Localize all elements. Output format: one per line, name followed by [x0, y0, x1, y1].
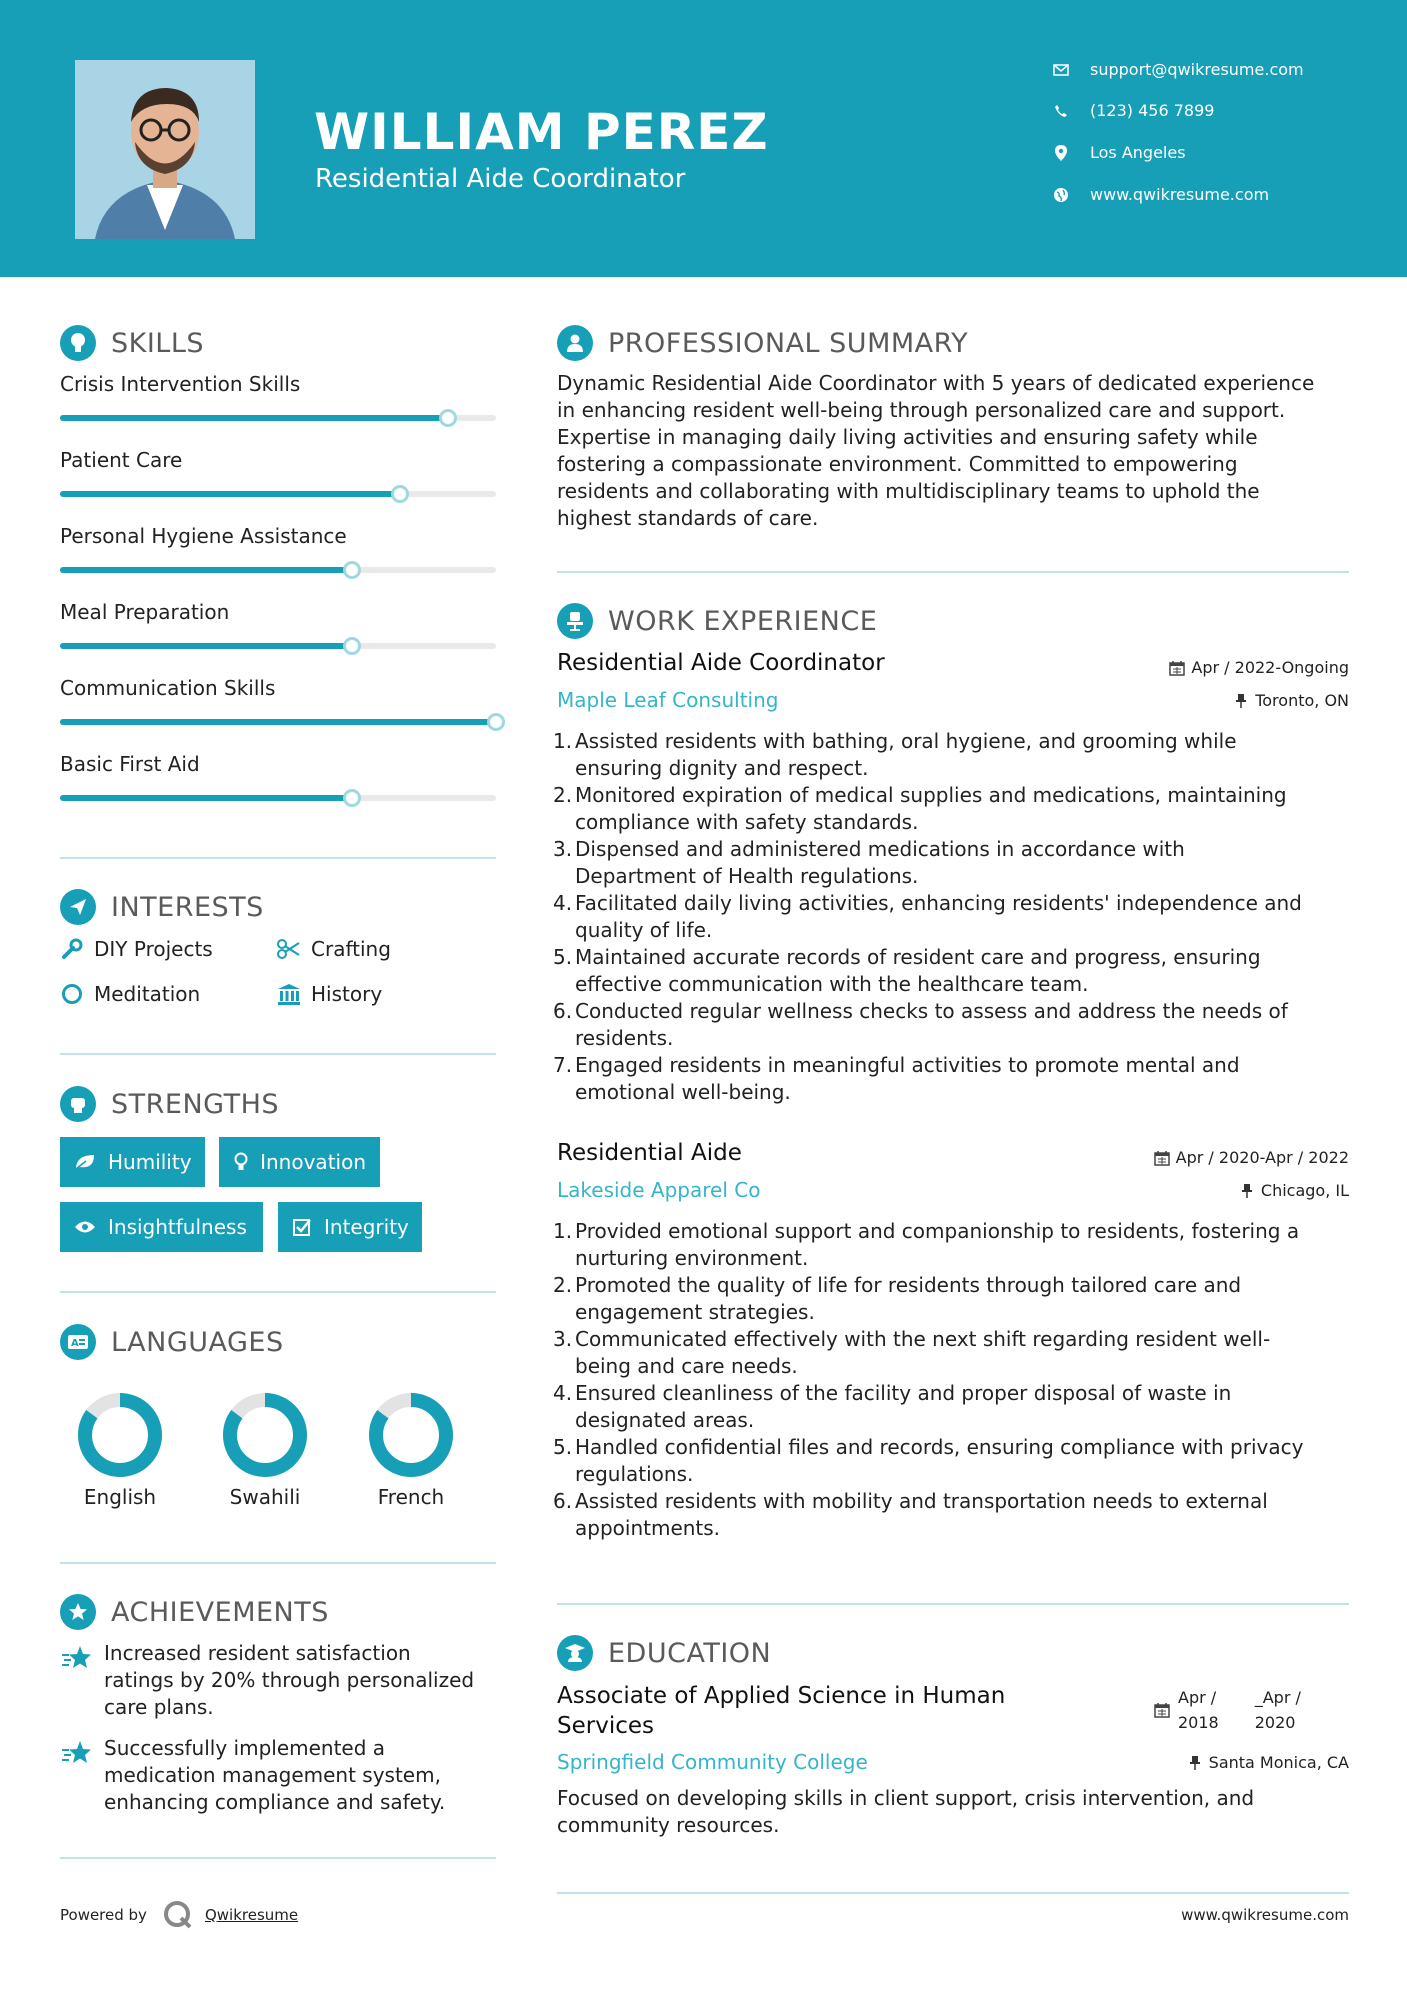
bullet-number: 2. — [553, 783, 573, 807]
calendar-icon — [1169, 660, 1185, 676]
education-description — [557, 1785, 1254, 1839]
strength-badge-innovation — [219, 1137, 380, 1187]
language-donut — [361, 1385, 461, 1485]
skill-bar — [60, 795, 496, 801]
skill-label: Meal Preparation — [60, 600, 230, 624]
phone-icon — [1052, 102, 1070, 120]
skill-bar — [60, 643, 496, 649]
date-start-line: Apr / — [1178, 1688, 1217, 1707]
bullet-text — [575, 1434, 1303, 1488]
divider — [60, 1857, 496, 1859]
interest-label: DIY Projects — [94, 937, 213, 961]
skill-label: Crisis Intervention Skills — [60, 372, 301, 396]
job-bullet — [553, 782, 1343, 836]
interest-history — [277, 982, 382, 1006]
skill-bar-fill — [60, 643, 352, 649]
divider — [557, 571, 1349, 573]
education-heading — [557, 1635, 771, 1671]
bullet-text-line: Assisted residents with mobility and transportation needs to external — [575, 1489, 1268, 1513]
bullet-text — [575, 1326, 1270, 1380]
museum-icon — [277, 982, 301, 1006]
job-location-text: Toronto, ON — [1255, 691, 1349, 710]
school-name[interactable]: Springfield Community College — [557, 1750, 868, 1774]
strength-badge-integrity — [278, 1202, 422, 1252]
contact-website-text: www.qwikresume.com — [1090, 185, 1270, 204]
footer-website[interactable]: www.qwikresume.com — [1181, 1906, 1349, 1924]
job-dates — [1154, 1148, 1349, 1167]
job-bullets — [553, 1218, 1343, 1542]
date-start-line: 2018 — [1178, 1713, 1219, 1732]
bullet-text — [575, 998, 1288, 1052]
bullet-text-line: nurturing environment. — [575, 1246, 809, 1270]
job-bullet — [553, 836, 1343, 890]
resume-header — [0, 0, 1407, 277]
summary-line: residents and collaborating with multidisciplinary teams to uphold the — [557, 479, 1260, 503]
pushpin-icon — [1187, 1755, 1203, 1771]
strengths-heading — [60, 1086, 279, 1122]
bullet-number: 4. — [553, 1381, 573, 1405]
bullet-text-line: being and care needs. — [575, 1354, 798, 1378]
bullet-text — [575, 1380, 1231, 1434]
bullet-text-line: residents. — [575, 1026, 674, 1050]
bullet-text-line: Ensured cleanliness of the facility and proper disposal of waste in — [575, 1381, 1232, 1405]
contact-phone-text: (123) 456 7899 — [1090, 101, 1215, 120]
calendar-icon — [1154, 1702, 1170, 1718]
skills-heading — [60, 325, 204, 361]
skill-bar — [60, 415, 496, 421]
strength-label: Insightfulness — [108, 1215, 247, 1239]
contact-website[interactable] — [1052, 185, 1269, 204]
divider — [60, 1291, 496, 1293]
skill-bar-knob — [439, 409, 457, 427]
skill-label: Basic First Aid — [60, 752, 200, 776]
bullet-text-line: Maintained accurate records of resident care and progress, ensuring — [575, 945, 1261, 969]
summary-line: Expertise in managing daily living activities and ensuring safety while — [557, 425, 1258, 449]
interest-label: Crafting — [311, 937, 391, 961]
bullet-text-line: Communicated effectively with the next shift regarding resident well- — [575, 1327, 1271, 1351]
bullet-text-line: Facilitated daily living activities, enhancing residents' independence and — [575, 891, 1302, 915]
globe-icon — [1052, 186, 1070, 204]
achievement-text-line: enhancing compliance and safety. — [104, 1790, 446, 1814]
skill-bar-fill — [60, 491, 400, 497]
skill-bar — [60, 491, 496, 497]
brand-link[interactable]: Qwikresume — [204, 1906, 299, 1924]
job-title: Residential Aide — [557, 1140, 742, 1166]
footer-powered-by — [60, 1898, 298, 1932]
contact-location — [1052, 143, 1186, 162]
bullet-text — [575, 890, 1302, 944]
interest-diy-projects — [60, 937, 213, 961]
bullet-text-line: Provided emotional support and companionship to residents, fostering a — [575, 1219, 1300, 1243]
language-label: French — [377, 1485, 445, 1509]
interest-meditation — [60, 982, 200, 1006]
summary-line: highest standards of care. — [557, 506, 819, 530]
contact-phone[interactable] — [1052, 101, 1214, 120]
bullet-text-line: effective communication with the healthcare team. — [575, 972, 1089, 996]
bullet-text — [575, 1488, 1268, 1542]
eye-icon — [74, 1216, 96, 1238]
education-dates — [1154, 1685, 1301, 1735]
language-label: Swahili — [229, 1485, 301, 1509]
interest-label: History — [311, 982, 383, 1006]
strength-badge-humility — [60, 1137, 205, 1187]
skill-bar-knob — [343, 561, 361, 579]
job-bullet — [553, 998, 1343, 1052]
wrench-icon — [60, 937, 84, 961]
pushpin-icon — [1239, 1183, 1255, 1199]
languages-title: LANGUAGES — [111, 1326, 284, 1358]
bullet-number: 3. — [553, 1327, 573, 1351]
achievement-text-line: ratings by 20% through personalized — [104, 1668, 475, 1692]
degree-line: Services — [557, 1713, 654, 1739]
contact-location-text: Los Angeles — [1090, 143, 1186, 162]
candidate-name: WILLIAM PEREZ — [314, 103, 769, 161]
achievement-text-line: care plans. — [104, 1695, 214, 1719]
strengths-title: STRENGTHS — [111, 1088, 280, 1120]
divider — [557, 1603, 1349, 1605]
star-icon — [60, 1642, 94, 1676]
pushpin-icon — [1233, 693, 1249, 709]
svg-text:A: A — [71, 1338, 80, 1349]
languages-heading — [60, 1324, 284, 1360]
language-label: English — [83, 1485, 157, 1509]
company-name[interactable]: Lakeside Apparel Co — [557, 1178, 761, 1202]
skill-bar-fill — [60, 719, 496, 725]
summary-heading — [557, 325, 968, 361]
language-item — [215, 1385, 315, 1509]
skill-bar — [60, 719, 496, 725]
bullet-text — [575, 1052, 1240, 1106]
achievement-item — [60, 1735, 500, 1816]
bullet-text-line: Promoted the quality of life for residents through tailored care and — [575, 1273, 1242, 1297]
strength-label: Innovation — [260, 1150, 366, 1174]
degree-line: Associate of Applied Science in Human — [557, 1683, 1006, 1709]
job-location — [1233, 691, 1349, 710]
check-square-icon — [292, 1216, 312, 1238]
education-location-text: Santa Monica, CA — [1208, 1753, 1349, 1772]
achievements-title: ACHIEVEMENTS — [111, 1596, 329, 1628]
bullet-text-line: compliance with safety standards. — [575, 810, 919, 834]
star-icon — [60, 1737, 94, 1771]
bullet-number: 7. — [553, 1053, 573, 1077]
job-bullet — [553, 1272, 1343, 1326]
powered-by-text: Powered by — [60, 1906, 147, 1924]
skills-title: SKILLS — [111, 327, 205, 359]
bullet-text — [575, 1272, 1241, 1326]
bullet-number: 5. — [553, 1435, 573, 1459]
bullet-text-line: Department of Health regulations. — [575, 864, 919, 888]
achievement-text-line: medication management system, — [104, 1763, 441, 1787]
language-donut — [70, 1385, 170, 1485]
interest-crafting — [277, 937, 391, 961]
achievement-text-line: Successfully implemented a — [104, 1736, 386, 1760]
job-dates — [1169, 658, 1349, 677]
job-dates-text: Apr / 2020-Apr / 2022 — [1175, 1148, 1349, 1167]
bullet-text-line: appointments. — [575, 1516, 721, 1540]
language-donut — [215, 1385, 315, 1485]
divider — [60, 1053, 496, 1055]
lightbulb-icon — [60, 325, 96, 361]
job-bullet — [553, 944, 1343, 998]
user-icon — [557, 325, 593, 361]
bullet-number: 6. — [553, 999, 573, 1023]
achievement-item — [60, 1640, 500, 1721]
summary-text — [557, 370, 1349, 532]
contact-email-text: support@qwikresume.com — [1090, 60, 1304, 79]
bullet-text-line: quality of life. — [575, 918, 713, 942]
language-icon — [60, 1324, 96, 1360]
skill-bar-knob — [343, 637, 361, 655]
summary-title: PROFESSIONAL SUMMARY — [608, 327, 969, 359]
education-description-line: community resources. — [557, 1813, 780, 1837]
bullet-text — [575, 1218, 1299, 1272]
bullet-text-line: Assisted residents with bathing, oral hygiene, and grooming while — [575, 729, 1237, 753]
experience-title: WORK EXPERIENCE — [608, 605, 878, 637]
bullet-text-line: engagement strategies. — [575, 1300, 815, 1324]
date-end-line: 2020 — [1254, 1713, 1296, 1732]
bullet-text — [575, 782, 1287, 836]
experience-heading — [557, 603, 877, 639]
envelope-icon — [1052, 61, 1070, 79]
education-location — [1187, 1753, 1349, 1772]
education-title: EDUCATION — [608, 1637, 772, 1669]
bullet-text-line: designated areas. — [575, 1408, 755, 1432]
summary-line: Dynamic Residential Aide Coordinator with 5 years of dedicated experience — [557, 371, 1315, 395]
circle-icon — [60, 982, 84, 1006]
bullet-number: 6. — [553, 1489, 573, 1513]
fist-icon — [60, 1086, 96, 1122]
bullet-text-line: Handled confidential files and records, ensuring compliance with privacy — [575, 1435, 1304, 1459]
paper-plane-icon — [60, 889, 96, 925]
divider — [60, 857, 496, 859]
bullet-number: 4. — [553, 891, 573, 915]
job-bullet — [553, 890, 1343, 944]
bullet-text — [575, 728, 1237, 782]
strength-label: Humility — [108, 1150, 192, 1174]
bullet-text-line: Dispensed and administered medications in accordance with — [575, 837, 1185, 861]
contact-email[interactable] — [1052, 60, 1304, 79]
bullet-number: 3. — [553, 837, 573, 861]
bullet-text-line: Conducted regular wellness checks to assess and address the needs of — [575, 999, 1288, 1023]
job-bullet — [553, 1380, 1343, 1434]
language-item — [70, 1385, 170, 1509]
job-bullet — [553, 1434, 1343, 1488]
interests-heading — [60, 889, 264, 925]
bullet-text-line: regulations. — [575, 1462, 694, 1486]
interest-label: Meditation — [94, 982, 201, 1006]
job-bullet — [553, 1488, 1343, 1542]
skill-label: Personal Hygiene Assistance — [60, 524, 347, 548]
bullet-text-line: emotional well-being. — [575, 1080, 791, 1104]
skill-bar-fill — [60, 795, 352, 801]
job-dates-text: Apr / 2022-Ongoing — [1191, 658, 1349, 677]
job-bullets — [553, 728, 1343, 1106]
lightbulb-icon — [233, 1151, 248, 1173]
job-title: Residential Aide Coordinator — [557, 650, 885, 676]
job-location — [1239, 1181, 1349, 1200]
skill-bar-fill — [60, 567, 352, 573]
job-bullet — [553, 1052, 1343, 1106]
language-item — [361, 1385, 461, 1509]
leaf-icon — [74, 1151, 96, 1173]
skill-bar-knob — [487, 713, 505, 731]
skill-bar — [60, 567, 496, 573]
bullet-number: 5. — [553, 945, 573, 969]
interests-title: INTERESTS — [111, 891, 264, 923]
summary-line: fostering a compassionate environment. Committed to empowering — [557, 452, 1238, 476]
divider — [60, 1562, 496, 1564]
bullet-number: 2. — [553, 1273, 573, 1297]
divider — [557, 1892, 1349, 1894]
job-bullet — [553, 1218, 1343, 1272]
achievements-heading — [60, 1594, 329, 1630]
skill-bar-fill — [60, 415, 448, 421]
education-description-line: Focused on developing skills in client support, crisis intervention, and — [557, 1786, 1255, 1810]
bullet-text — [575, 944, 1261, 998]
graduate-icon — [557, 1635, 593, 1671]
job-bullet — [553, 1326, 1343, 1380]
company-name[interactable]: Maple Leaf Consulting — [557, 688, 779, 712]
candidate-role: Residential Aide Coordinator — [315, 164, 686, 194]
strength-badge-insightfulness — [60, 1202, 263, 1252]
date-end-line: _Apr / — [1254, 1688, 1301, 1707]
achievement-text-line: Increased resident satisfaction — [104, 1641, 411, 1665]
scissors-icon — [277, 937, 301, 961]
skill-bar-knob — [391, 485, 409, 503]
summary-line: in enhancing resident well-being through personalized care and support. — [557, 398, 1286, 422]
job-bullet — [553, 728, 1343, 782]
bullet-text-line: ensuring dignity and respect. — [575, 756, 869, 780]
skill-bar-knob — [343, 789, 361, 807]
star-badge-icon — [60, 1594, 96, 1630]
degree-title — [557, 1681, 1005, 1741]
skill-label: Communication Skills — [60, 676, 276, 700]
job-location-text: Chicago, IL — [1260, 1181, 1349, 1200]
bullet-number: 1. — [553, 1219, 573, 1243]
qwikresume-logo-icon — [161, 1898, 195, 1932]
bullet-text-line: Monitored expiration of medical supplies and medications, maintaining — [575, 783, 1287, 807]
profile-photo — [75, 60, 255, 239]
skill-label: Patient Care — [60, 448, 183, 472]
map-pin-icon — [1052, 144, 1070, 162]
strength-label: Integrity — [324, 1215, 409, 1239]
bullet-number: 1. — [553, 729, 573, 753]
bullet-text-line: Engaged residents in meaningful activities to promote mental and — [575, 1053, 1240, 1077]
briefcase-chair-icon — [557, 603, 593, 639]
bullet-text — [575, 836, 1185, 890]
calendar-icon — [1154, 1150, 1170, 1166]
